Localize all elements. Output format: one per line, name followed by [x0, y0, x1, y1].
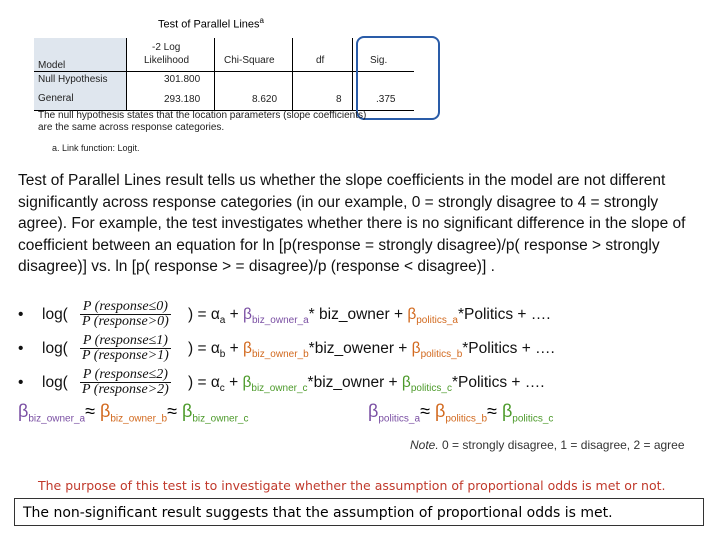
fraction: P (response≤2) P (response>2) [82, 367, 169, 397]
fraction: P (response≤0) P (response>0) [82, 299, 169, 329]
result-box: The non-significant result suggests that the assumption of proportional odds is met. [14, 498, 704, 526]
row-general-chisq: 8.620 [252, 94, 278, 105]
log-label: log( [42, 374, 68, 391]
explanation-paragraph: Test of Parallel Lines result tells us whether the slope coefficients in the model are not different significantly across response categories (in our example, 0 = strongly disagree to 4 = strongly agree). For example, the test investigates whether there is no significant difference in the slope of coefficient between an equation for ln [p(response = strongly disagree)/p( response > strongly disagree)] vs. ln [p( response > = disagree)/p (response < disagree)] . [18, 172, 686, 275]
equation-1: • log( P (response≤0) P (response>0) ) = $\alpha_a + \beta_{biz\_owner\_a}*$ biz_owner + $\beta_{politics\_a}*Politics$ + …. [18, 299, 551, 329]
header-sig: Sig. [370, 55, 388, 66]
row-general-loglik: 293.180 [164, 94, 201, 105]
sig-column-highlight [356, 36, 440, 120]
fraction: P (response≤1) P (response>1) [82, 333, 169, 363]
bullet: • [18, 306, 24, 323]
coding-note: Note. 0 = strongly disagree, 1 = disagree, 2 = agree [410, 438, 685, 452]
bullet: • [18, 374, 24, 391]
table-note: The null hypothesis states that the location parameters (slope coefficients) are the same across response categories. [38, 110, 367, 133]
purpose-text: The purpose of this test is to investigate whether the assumption of proportional odds is met or not. [38, 478, 666, 493]
header-loglik-bottom: Likelihood [144, 55, 190, 66]
log-label: log( [42, 306, 68, 323]
table-title: Test of Parallel Lines$^a$ [158, 16, 264, 31]
header-df: df [316, 55, 325, 66]
log-label: log( [42, 340, 68, 357]
row-label-null: Null Hypothesis [38, 74, 108, 85]
beta-politics-approx: $\beta_{politics\_a}\approx \beta_{politics\_b}\approx \beta_{politics\_c}$ [368, 401, 554, 425]
row-general-df: 8 [336, 94, 342, 105]
table-footnote: a. Link function: Logit. [52, 143, 140, 153]
header-model: Model [38, 60, 66, 71]
row-general-sig: .375 [376, 94, 396, 105]
bullet: • [18, 340, 24, 357]
equation-3: • log( P (response≤2) P (response>2) ) = $\alpha_c$ + $\beta_{biz\_owner\_c}*biz\_owner$ + $\beta_{politics\_c}*Politics$ + …. [18, 367, 545, 397]
row-label-general: General [38, 93, 74, 104]
beta-owner-approx: $\beta_{biz\_owner\_a}\approx \beta_{biz\_owner\_b}\approx \beta_{biz\_owner\_c}$ [18, 401, 249, 425]
header-chisquare: Chi-Square [224, 55, 275, 66]
header-loglik-top: -2 Log [152, 42, 181, 53]
row-null-loglik: 301.800 [164, 74, 201, 85]
equation-2: • log( P (response≤1) P (response>1) ) = $\alpha_b$ + $\beta_{biz\_owner\_b}*biz\_owener$ + $\beta_{politics\_b}*Politics$ + …. [18, 333, 555, 363]
